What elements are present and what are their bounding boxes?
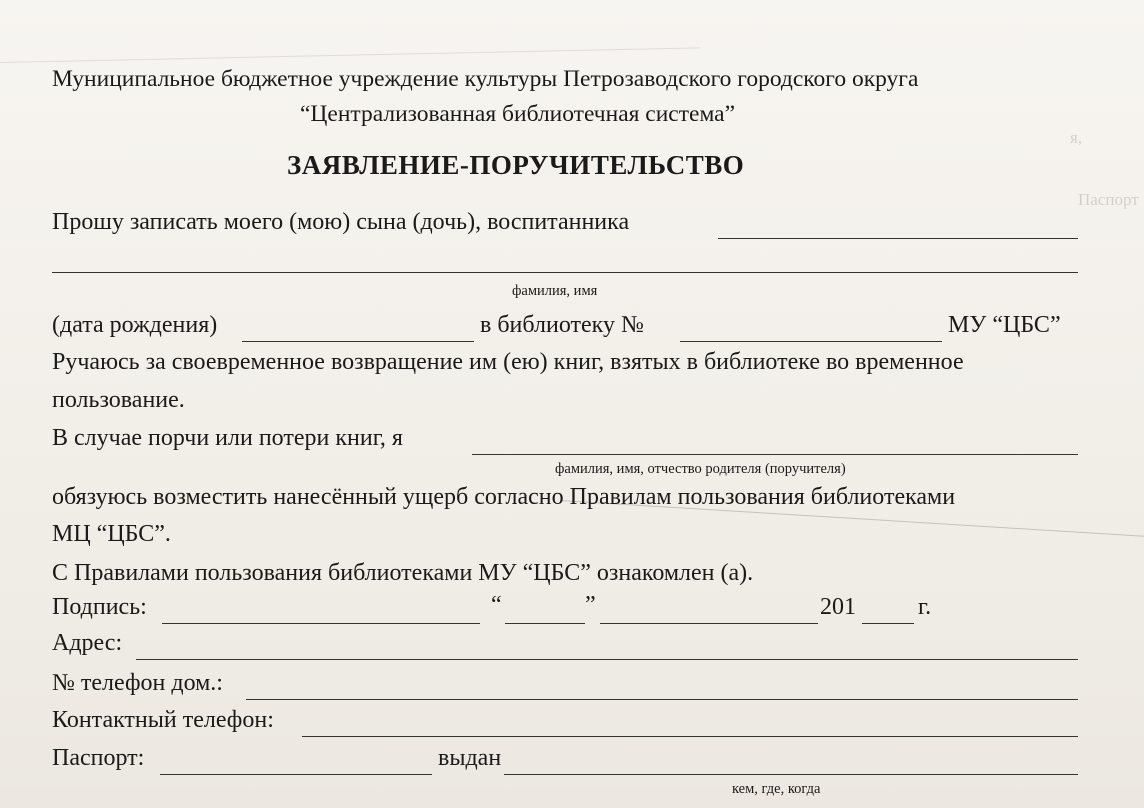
request-text: Прошу записать моего (мою) сына (дочь), воспитанника [52, 209, 630, 235]
caption-name: фамилия, имя [512, 283, 598, 299]
address-label: Адрес: [52, 630, 123, 656]
quote-open: “ [491, 592, 502, 618]
guarantee-text-1: Ручаюсь за своевременное возвращение им (ею) книг, взятых в библиотеке во временное [52, 349, 964, 375]
compensate-text-1: обязуюсь возместить нанесённый ущерб согласно Правилам пользования библиотеками [52, 484, 956, 510]
home-phone-label: № телефон дом.: [52, 670, 223, 696]
month-field[interactable] [600, 623, 818, 624]
year-prefix: 201 [820, 594, 856, 620]
caption-parent: фамилия, имя, отчество родителя (поручителя) [555, 461, 846, 477]
address-field[interactable] [136, 659, 1078, 660]
issued-label: выдан [438, 745, 502, 771]
passport-number-field[interactable] [160, 774, 432, 775]
home-phone-field[interactable] [246, 699, 1078, 700]
org-name-line1: Муниципальное бюджетное учреждение культуры Петрозаводского городского округа [52, 66, 919, 92]
birth-date-field[interactable] [242, 341, 474, 342]
passport-issued-field[interactable] [504, 774, 1078, 775]
year-field[interactable] [862, 623, 914, 624]
child-name-field-cont[interactable] [52, 272, 1078, 273]
rules-text: С Правилами пользования библиотеками МУ “ЦБС” ознакомлен (а). [52, 560, 754, 586]
day-field[interactable] [505, 623, 585, 624]
contact-phone-field[interactable] [302, 736, 1078, 737]
bleed-through-text: я, [1070, 128, 1083, 147]
org-short: МУ “ЦБС” [948, 312, 1061, 338]
signature-field[interactable] [162, 623, 480, 624]
compensate-text-2: МЦ “ЦБС”. [52, 521, 171, 547]
birth-label: (дата рождения) [52, 312, 218, 338]
guarantee-text-2: пользование. [52, 387, 185, 413]
parent-name-field[interactable] [472, 454, 1078, 455]
quote-close: ” [585, 592, 596, 618]
library-number-field[interactable] [680, 341, 942, 342]
passport-label: Паспорт: [52, 745, 145, 771]
library-label: в библиотеку № [480, 312, 644, 338]
document-title: ЗАЯВЛЕНИЕ-ПОРУЧИТЕЛЬСТВО [287, 150, 745, 180]
contact-phone-label: Контактный телефон: [52, 707, 274, 733]
org-name-line2: “Централизованная библиотечная система” [300, 101, 736, 127]
bleed-through-text: Паспорт [1078, 190, 1139, 209]
year-suffix: г. [918, 594, 932, 620]
damage-text: В случае порчи или потери книг, я [52, 425, 403, 451]
child-name-field[interactable] [718, 238, 1078, 239]
signature-label: Подпись: [52, 594, 147, 620]
caption-issued: кем, где, когда [732, 781, 821, 797]
